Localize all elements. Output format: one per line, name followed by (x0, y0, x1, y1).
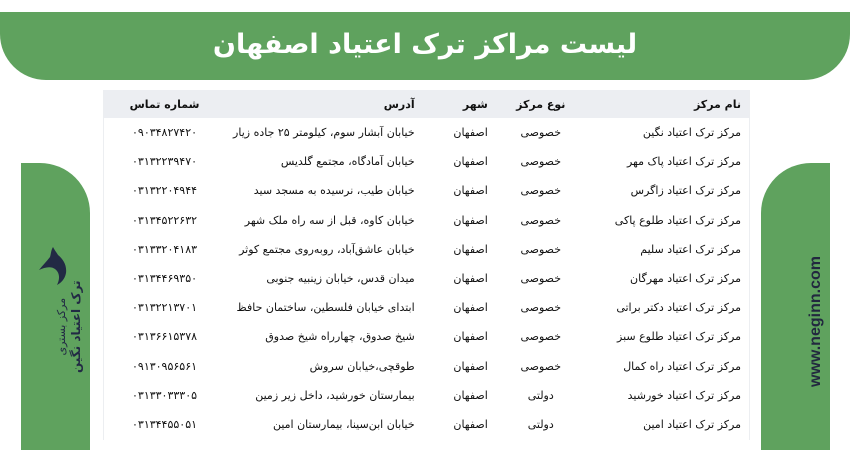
brand-logo-text (55, 280, 83, 373)
cell-address: خیابان آمادگاه، مجتمع گلدیس (280, 155, 415, 169)
header-phone: شماره تماس (129, 97, 200, 111)
cell-phone: ۰۳۱۳۶۶۱۵۳۷۸ (132, 330, 198, 344)
cell-city: اصفهان (453, 126, 488, 140)
centers-table-container (103, 90, 750, 440)
cell-phone: ۰۹۰۳۴۸۲۷۴۲۰ (132, 126, 198, 140)
header-address: آدرس (383, 97, 415, 111)
table-row (104, 206, 749, 235)
table-row (104, 352, 749, 381)
cell-name: مرکز ترک اعتیاد زاگرس (630, 184, 741, 198)
left-brand-panel (21, 163, 90, 450)
cell-address: خیابان کاوه، قبل از سه راه ملک شهر (244, 213, 415, 227)
centers-table (104, 90, 749, 439)
cell-city: اصفهان (453, 155, 488, 169)
cell-phone: ۰۳۱۳۲۲۰۴۹۴۴ (132, 184, 198, 198)
brand-line-2: ترک اعتیاد نگین (69, 280, 83, 373)
table-header-row (104, 90, 749, 118)
cell-type: خصوصی (520, 359, 561, 373)
cell-name: مرکز ترک اعتیاد راه کمال (623, 359, 741, 373)
table-row (104, 322, 749, 351)
cell-city: اصفهان (453, 330, 488, 344)
table-row (104, 381, 749, 410)
header-name: نام مرکز (693, 97, 741, 111)
cell-name: مرکز ترک اعتیاد مهرگان (630, 272, 741, 286)
right-brand-panel (761, 163, 830, 450)
cell-name: مرکز ترک اعتیاد نگین (642, 126, 741, 140)
cell-address: میدان قدس، خیابان زینبیه جنوبی (266, 272, 415, 286)
table-row (104, 264, 749, 293)
table-row (104, 147, 749, 176)
cell-city: اصفهان (453, 272, 488, 286)
cell-type: خصوصی (520, 126, 561, 140)
brand-line-1: مرکز بستری (55, 297, 68, 356)
cell-phone: ۰۳۱۳۳۰۳۳۳۰۵ (132, 388, 198, 402)
cell-name: مرکز ترک اعتیاد طلوع پاکی (614, 213, 741, 227)
cell-city: اصفهان (453, 213, 488, 227)
cell-phone: ۰۳۱۳۳۲۰۴۱۸۳ (132, 242, 198, 256)
cell-type: خصوصی (520, 242, 561, 256)
brand-logo (21, 243, 90, 383)
table-row (104, 235, 749, 264)
cell-city: اصفهان (453, 242, 488, 256)
cell-phone: ۰۳۱۳۲۲۳۹۴۷۰ (132, 155, 198, 169)
page-title: لیست مراکز ترک اعتیاد اصفهان (212, 28, 638, 60)
cell-type: خصوصی (520, 184, 561, 198)
cell-city: اصفهان (453, 359, 488, 373)
cell-address: بیمارستان خورشید، داخل زیر زمین (255, 388, 415, 402)
cell-type: دولتی (527, 388, 554, 402)
cell-phone: ۰۹۱۳۰۹۵۶۵۶۱ (132, 359, 198, 373)
cell-address: خیابان آبشار سوم، کیلومتر ۲۵ جاده زیار (233, 126, 415, 140)
cell-phone: ۰۳۱۳۴۵۲۲۶۳۲ (132, 213, 198, 227)
cell-address: شیخ صدوق، چهارراه شیخ صدوق (265, 330, 415, 344)
cell-type: خصوصی (520, 213, 561, 227)
cell-city: اصفهان (453, 388, 488, 402)
table-row (104, 410, 749, 439)
cell-phone: ۰۳۱۳۲۲۱۳۷۰۱ (132, 301, 198, 315)
title-banner (0, 12, 850, 80)
table-row (104, 118, 749, 147)
cell-city: اصفهان (453, 417, 488, 431)
cell-type: خصوصی (520, 155, 561, 169)
cell-address: ابتدای خیابان فلسطین، ساختمان حافظ (236, 301, 415, 315)
table-row (104, 293, 749, 322)
cell-name: مرکز ترک اعتیاد سلیم (640, 242, 741, 256)
table-row (104, 176, 749, 205)
cell-phone: ۰۳۱۳۴۴۶۹۳۵۰ (132, 272, 198, 286)
cell-address: طوقچی،خیابان سروش (309, 359, 415, 373)
cell-name: مرکز ترک اعتیاد خورشید (627, 388, 741, 402)
cell-address: خیابان طیب، نرسیده به مسجد سید (253, 184, 415, 198)
cell-city: اصفهان (453, 184, 488, 198)
cell-phone: ۰۳۱۳۴۴۵۵۰۵۱ (132, 417, 198, 431)
cell-name: مرکز ترک اعتیاد پاک مهر (626, 155, 741, 169)
cell-name: مرکز ترک اعتیاد دکتر براتی (616, 301, 741, 315)
cell-city: اصفهان (453, 301, 488, 315)
cell-type: خصوصی (520, 301, 561, 315)
website-url[interactable]: www.neginn.com (807, 256, 824, 387)
cell-address: خیابان عاشق‌آباد، روبه‌روی مجتمع کوثر (239, 242, 415, 256)
cell-type: دولتی (527, 417, 554, 431)
cell-name: مرکز ترک اعتیاد طلوع سبز (617, 330, 741, 344)
header-city: شهر (462, 97, 488, 111)
cell-type: خصوصی (520, 272, 561, 286)
header-type: نوع مرکز (516, 97, 566, 111)
cell-type: خصوصی (520, 330, 561, 344)
cell-name: مرکز ترک اعتیاد امین (643, 417, 741, 431)
cell-address: خیابان ابن‌سینا، بیمارستان امین (272, 417, 415, 431)
